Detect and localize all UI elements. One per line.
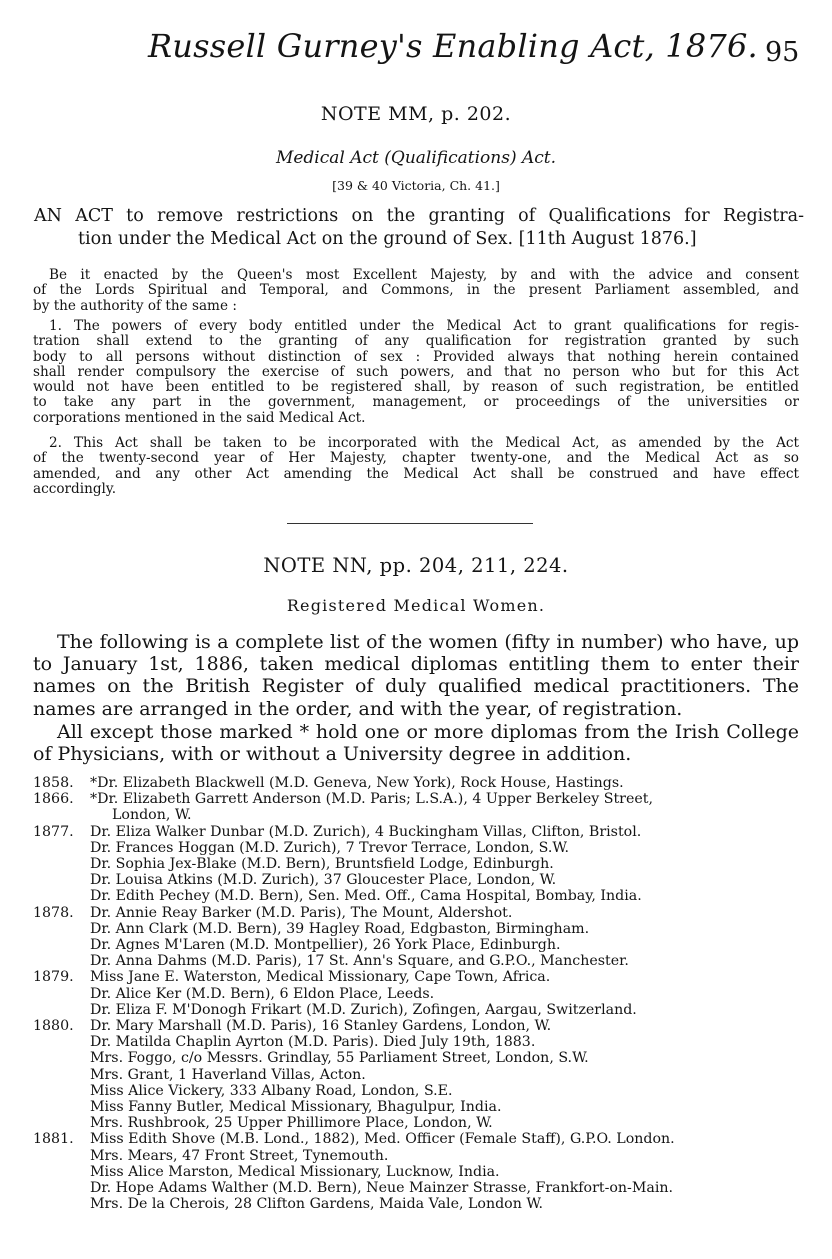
registered-women-heading: Registered Medical Women. [286, 596, 546, 615]
registry-year: 1881. [33, 1131, 74, 1148]
registry-entry [33, 775, 799, 791]
registry-entry [33, 1067, 799, 1083]
registry-year: 1877. [33, 823, 74, 840]
registry-entry [33, 986, 799, 1002]
registry-entry [33, 969, 799, 985]
registry-year [33, 1196, 90, 1212]
running-title: Russell Gurney's Enabling Act, 1876. [148, 27, 758, 65]
registry-year [33, 986, 90, 1002]
registry-entry-text: Dr. Sophia Jex-Blake (M.D. Bern), Bruntsfield Lodge, Edinburgh. [90, 856, 554, 873]
section-1-line: would not have been entitled to be registered shall, by reason of such registration, be entitled [33, 379, 799, 396]
registry-entry-text: Dr. Mary Marshall (M.D. Paris), 16 Stanley Gardens, London, W. [90, 1018, 552, 1035]
registry-entry [33, 872, 799, 888]
registry-entry [33, 1148, 799, 1164]
section-2-line: amended, and any other Act amending the Medical Act shall be construed and have effect [33, 465, 799, 482]
registry-year: 1866. [33, 791, 74, 808]
registry-entry [33, 905, 799, 921]
registry-entry [33, 921, 799, 937]
registry-entry [33, 953, 799, 969]
registry-year [33, 888, 90, 904]
registry-entry-text: Dr. Frances Hoggan (M.D. Zurich), 7 Trevor Terrace, London, S.W. [90, 839, 569, 856]
page-number: 95 [765, 37, 800, 68]
diploma-paragraph [33, 721, 799, 765]
diploma-line: All except those marked * hold one or more diplomas from the Irish College [57, 721, 799, 743]
registry-year [33, 1067, 90, 1083]
preamble-line: AN ACT to remove restrictions on the granting of Qualifications for Registra- [34, 206, 804, 226]
registry-entry-text: Dr. Eliza Walker Dunbar (M.D. Zurich), 4 Buckingham Villas, Clifton, Bristol. [90, 823, 642, 840]
registry-entry-text: Dr. Hope Adams Walther (M.D. Bern), Neue Mainzer Strasse, Frankfort-on-Main. [90, 1180, 674, 1197]
registry-entry-text: Dr. Anna Dahms (M.D. Paris), 17 St. Ann's Square, and G.P.O., Manchester. [90, 953, 629, 970]
registry-entry [33, 824, 799, 840]
registry-entry [33, 937, 799, 953]
registry-year [33, 840, 90, 856]
registry-entry [33, 1099, 799, 1115]
section-1-line: body to all persons without distinction of sex : Provided always that nothing herein contained [33, 348, 799, 365]
registry-entry-text: Mrs. Rushbrook, 25 Upper Phillimore Place, London, W. [90, 1115, 493, 1132]
registry-year: 1880. [33, 1018, 74, 1035]
registry-entry-text: Mrs. Foggo, c/o Messrs. Grindlay, 55 Parliament Street, London, S.W. [90, 1050, 589, 1067]
section-2-line: accordingly. [33, 480, 117, 497]
registry-entry [33, 1050, 799, 1066]
act-citation: [39 & 40 Victoria, Ch. 41.] [332, 178, 500, 193]
intro-line: names are arranged in the order, and with the year, of registration. [33, 697, 683, 720]
registry-entry [33, 1083, 799, 1099]
act-preamble [34, 205, 804, 251]
section-1 [33, 319, 799, 426]
registry-list [33, 775, 799, 1212]
registry-entry-text: Dr. Matilda Chaplin Ayrton (M.D. Paris). Died July 19th, 1883. [90, 1034, 536, 1051]
registry-entry-text: Miss Alice Vickery, 333 Albany Road, London, S.E. [90, 1082, 453, 1099]
registry-year [33, 872, 90, 888]
registry-entry [33, 1131, 799, 1147]
registry-year [33, 921, 90, 937]
registry-year: 1858. [33, 775, 74, 791]
registry-entry [33, 1196, 799, 1212]
section-1-line: 1. The powers of every body entitled under the Medical Act to grant qualifications for regis- [49, 318, 799, 334]
registry-year [33, 937, 90, 953]
registry-entry [33, 1164, 799, 1180]
diploma-line: of Physicians, with or without a University degree in addition. [33, 743, 632, 766]
registry-entry [33, 856, 799, 872]
registry-year [33, 953, 90, 969]
enacting-clause [33, 268, 799, 314]
note-nn-heading: NOTE NN, pp. 204, 211, 224. [263, 554, 569, 577]
registry-entry [33, 888, 799, 904]
intro-line: The following is a complete list of the women (fifty in number) who have, up [57, 631, 799, 653]
note-mm-heading: NOTE MM, p. 202. [320, 103, 512, 125]
registry-entry-text: Dr. Edith Pechey (M.D. Bern), Sen. Med. Off., Cama Hospital, Bombay, India. [90, 888, 642, 905]
registry-year [33, 1115, 90, 1131]
enacting-line: of the Lords Spiritual and Temporal, and Commons, in the present Parliament assembled, and [33, 282, 799, 299]
registry-entry-text: Miss Jane E. Waterston, Medical Missionary, Cape Town, Africa. [90, 969, 551, 986]
section-divider [287, 523, 533, 524]
registry-entry-continuation: London, W. [112, 807, 192, 824]
registry-entry [33, 840, 799, 856]
intro-paragraph [33, 631, 799, 720]
registry-year [33, 1164, 90, 1180]
registry-entry-text: Miss Alice Marston, Medical Missionary, Lucknow, India. [90, 1163, 500, 1180]
registry-year [33, 856, 90, 872]
registry-entry-text: Miss Fanny Butler, Medical Missionary, Bhagulpur, India. [90, 1099, 502, 1116]
registry-entry [33, 791, 799, 807]
registry-entry-text: Dr. Louisa Atkins (M.D. Zurich), 37 Gloucester Place, London, W. [90, 872, 557, 889]
preamble-line: tion under the Medical Act on the ground of Sex. [11th August 1876.] [78, 229, 697, 249]
enacting-line: by the authority of the same : [33, 297, 237, 314]
registry-year [33, 1148, 90, 1164]
registry-entry-text: Mrs. Grant, 1 Haverland Villas, Acton. [90, 1066, 366, 1083]
registry-year: 1878. [33, 904, 74, 921]
registry-entry-text: *Dr. Elizabeth Blackwell (M.D. Geneva, New York), Rock House, Hastings. [90, 775, 624, 791]
registry-entry [33, 1180, 799, 1196]
registry-year [33, 1083, 90, 1099]
intro-line: names on the British Register of duly qualified medical practitioners. The [33, 675, 799, 698]
registry-year [33, 1180, 90, 1196]
section-1-line: tration shall extend to the granting of any qualification for registration granted by such [33, 333, 799, 350]
registry-entry-text: *Dr. Elizabeth Garrett Anderson (M.D. Paris; L.S.A.), 4 Upper Berkeley Street, [90, 791, 653, 808]
registry-entry-text: Mrs. De la Cherois, 28 Clifton Gardens, Maida Vale, London W. [90, 1196, 543, 1213]
section-2 [33, 436, 799, 497]
section-2-line: of the twenty-second year of Her Majesty, chapter twenty-one, and the Medical Act as so [33, 450, 799, 467]
registry-entry-text: Miss Edith Shove (M.B. Lond., 1882), Med. Officer (Female Staff), G.P.O. London. [90, 1131, 675, 1148]
registry-entry-text: Mrs. Mears, 47 Front Street, Tynemouth. [90, 1147, 389, 1164]
enacting-line: Be it enacted by the Queen's most Excellent Majesty, by and with the advice and consent [49, 267, 799, 283]
registry-entry-text: Dr. Alice Ker (M.D. Bern), 6 Eldon Place, Leeds. [90, 985, 435, 1002]
registry-entry [33, 1018, 799, 1034]
registry-entry-text: Dr. Agnes M'Laren (M.D. Montpellier), 26 York Place, Edinburgh. [90, 937, 561, 954]
registry-year: 1879. [33, 969, 74, 986]
section-1-line: shall render compulsory the exercise of such powers, and that no person who but for this Act [33, 363, 799, 380]
section-1-line: to take any part in the government, management, or proceedings of the universities or [33, 394, 799, 411]
registry-entry-text: Dr. Annie Reay Barker (M.D. Paris), The Mount, Aldershot. [90, 904, 513, 921]
registry-year [33, 1002, 90, 1018]
registry-entry [33, 1002, 799, 1018]
registry-year [33, 1034, 90, 1050]
registry-entry [33, 1034, 799, 1050]
section-1-line: corporations mentioned in the said Medical Act. [33, 409, 366, 426]
registry-entry [33, 1115, 799, 1131]
registry-year [33, 1050, 90, 1066]
act-title: Medical Act (Qualifications) Act. [275, 148, 557, 168]
registry-entry-text: Dr. Eliza F. M'Donogh Frikart (M.D. Zurich), Zofingen, Aargau, Switzerland. [90, 1001, 637, 1018]
registry-year [33, 1099, 90, 1115]
section-2-line: 2. This Act shall be taken to be incorporated with the Medical Act, as amended by the Act [49, 435, 799, 451]
registry-entry-text: Dr. Ann Clark (M.D. Bern), 39 Hagley Road, Edgbaston, Birmingham. [90, 920, 590, 937]
intro-line: to January 1st, 1886, taken medical diplomas entitling them to enter their [33, 653, 799, 676]
